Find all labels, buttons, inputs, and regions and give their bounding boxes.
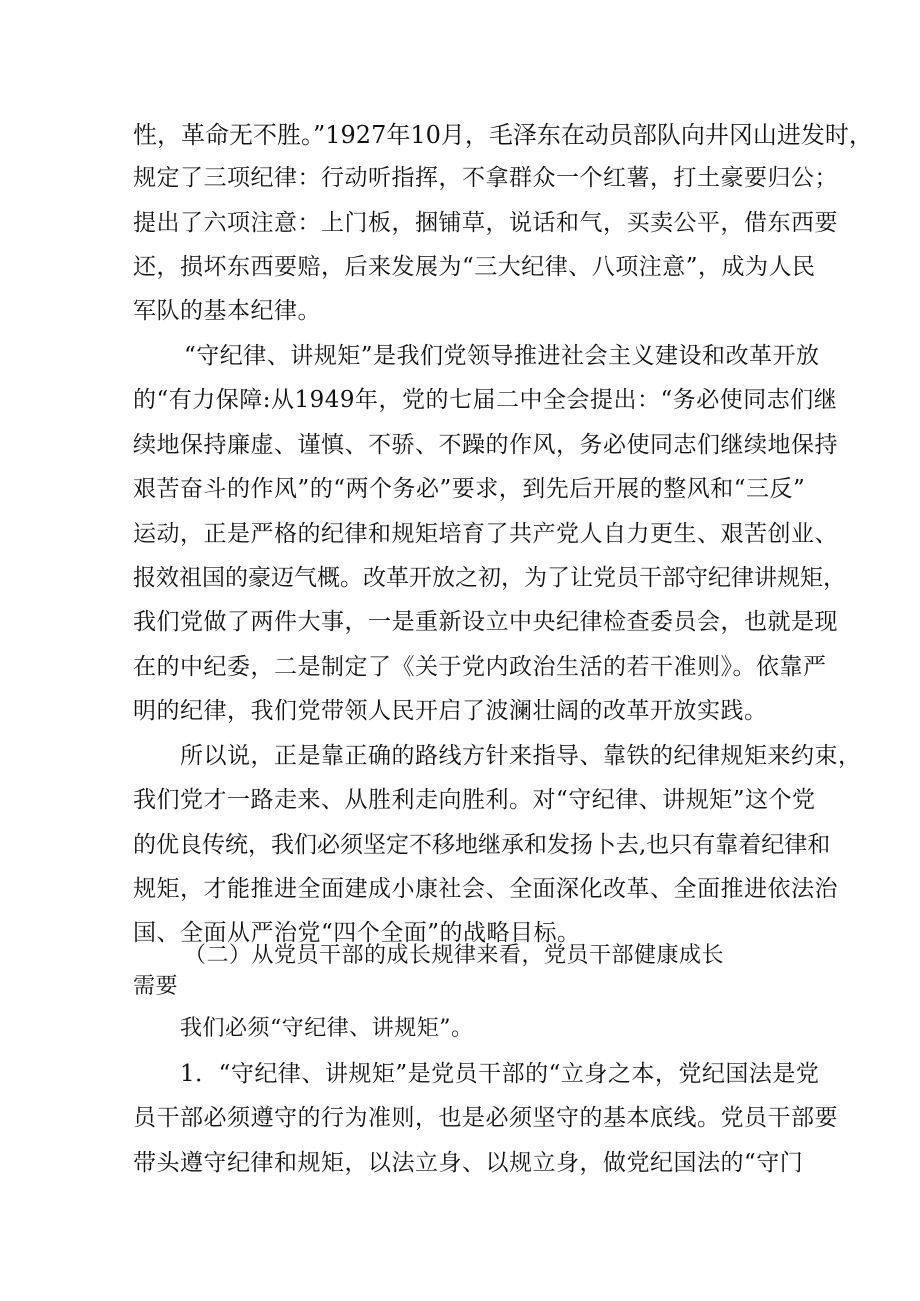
text-line: 规矩，才能推进全面建成小康社会、全面深化改革、全面推进依法治: [133, 876, 838, 902]
text-line: 艰苦奋斗的作风”的“两个务必”要求，到先后开展的整风和“三反”: [133, 476, 806, 502]
text-line: 规定了三项纪律：行动听指挥，不拿群众一个红薯，打土豪要归公；: [133, 165, 838, 191]
text-line: 1．“守纪律、讲规矩”是党员干部的“立身之本，党纪国法是党: [180, 1061, 820, 1087]
section-heading: （二）从党员干部的成长规律来看，党员干部健康成长: [184, 943, 725, 968]
text-line: 的优良传统，我们必须坚定不移地继承和发扬卜去,也只有靠着纪律和: [133, 832, 831, 858]
text-line: 在的中纪委，二是制定了《关于党内政治生活的若干准则》。依靠严: [133, 654, 827, 680]
text-line: 我们党才一路走来、从胜利走向胜利。对“守纪律、讲规矩”这个党: [133, 787, 816, 813]
text-line: 的“有力保障:从1949年，党的七届二中全会提出：“务必使同志们继: [133, 387, 838, 413]
text-line: 还，损坏东西要赔，后来发展为“三大纪律、八项注意”，成为人民: [133, 254, 816, 280]
text-line: 所以说，正是靠正确的路线方针来指导、靠铁的纪律规矩来约束，: [180, 743, 862, 769]
text-line: 提出了六项注意：上门板，捆铺草，说话和气，买卖公平，借东西要: [133, 210, 838, 236]
text-line: 续地保持廉虚、谨慎、不骄、不躁的作风，务必使同志们继续地保持: [133, 432, 838, 458]
text-line: 运动，正是严格的纪律和规矩培育了共产党人自力更生、艰苦创业、: [133, 521, 838, 547]
text-line: 我们必须“守纪律、讲规矩”。: [180, 1016, 474, 1041]
text-line: 报效祖国的豪迈气概。改革开放之初，为了让党员干部守纪律讲规矩，: [133, 565, 846, 591]
text-line: “守纪律、讲规矩”是我们党领导推进社会主义建设和改革开放: [184, 343, 820, 369]
text-line: 明的纪律，我们党带领人民开启了波澜壮阔的改革开放实践。: [133, 698, 768, 724]
text-line: 带头遵守纪律和规矩，以法立身、以规立身，做党纪国法的“守门: [133, 1150, 804, 1176]
section-heading-continued: 需要: [133, 974, 179, 999]
text-line: 军队的基本纪律。: [133, 298, 321, 324]
text-line: 我们党做了两件大事，一是重新设立中央纪律检查委员会，也就是现: [133, 609, 838, 635]
text-line: 国、全面从严治党“四个全面”的战略目标。: [133, 920, 581, 946]
text-line: 性，革命无不胜。”1927年10月，毛泽东在动员部队向井冈山进发时，: [133, 121, 873, 149]
text-line: 员干部必须遵守的行为准则，也是必须坚守的基本底线。党员干部要: [133, 1105, 838, 1131]
